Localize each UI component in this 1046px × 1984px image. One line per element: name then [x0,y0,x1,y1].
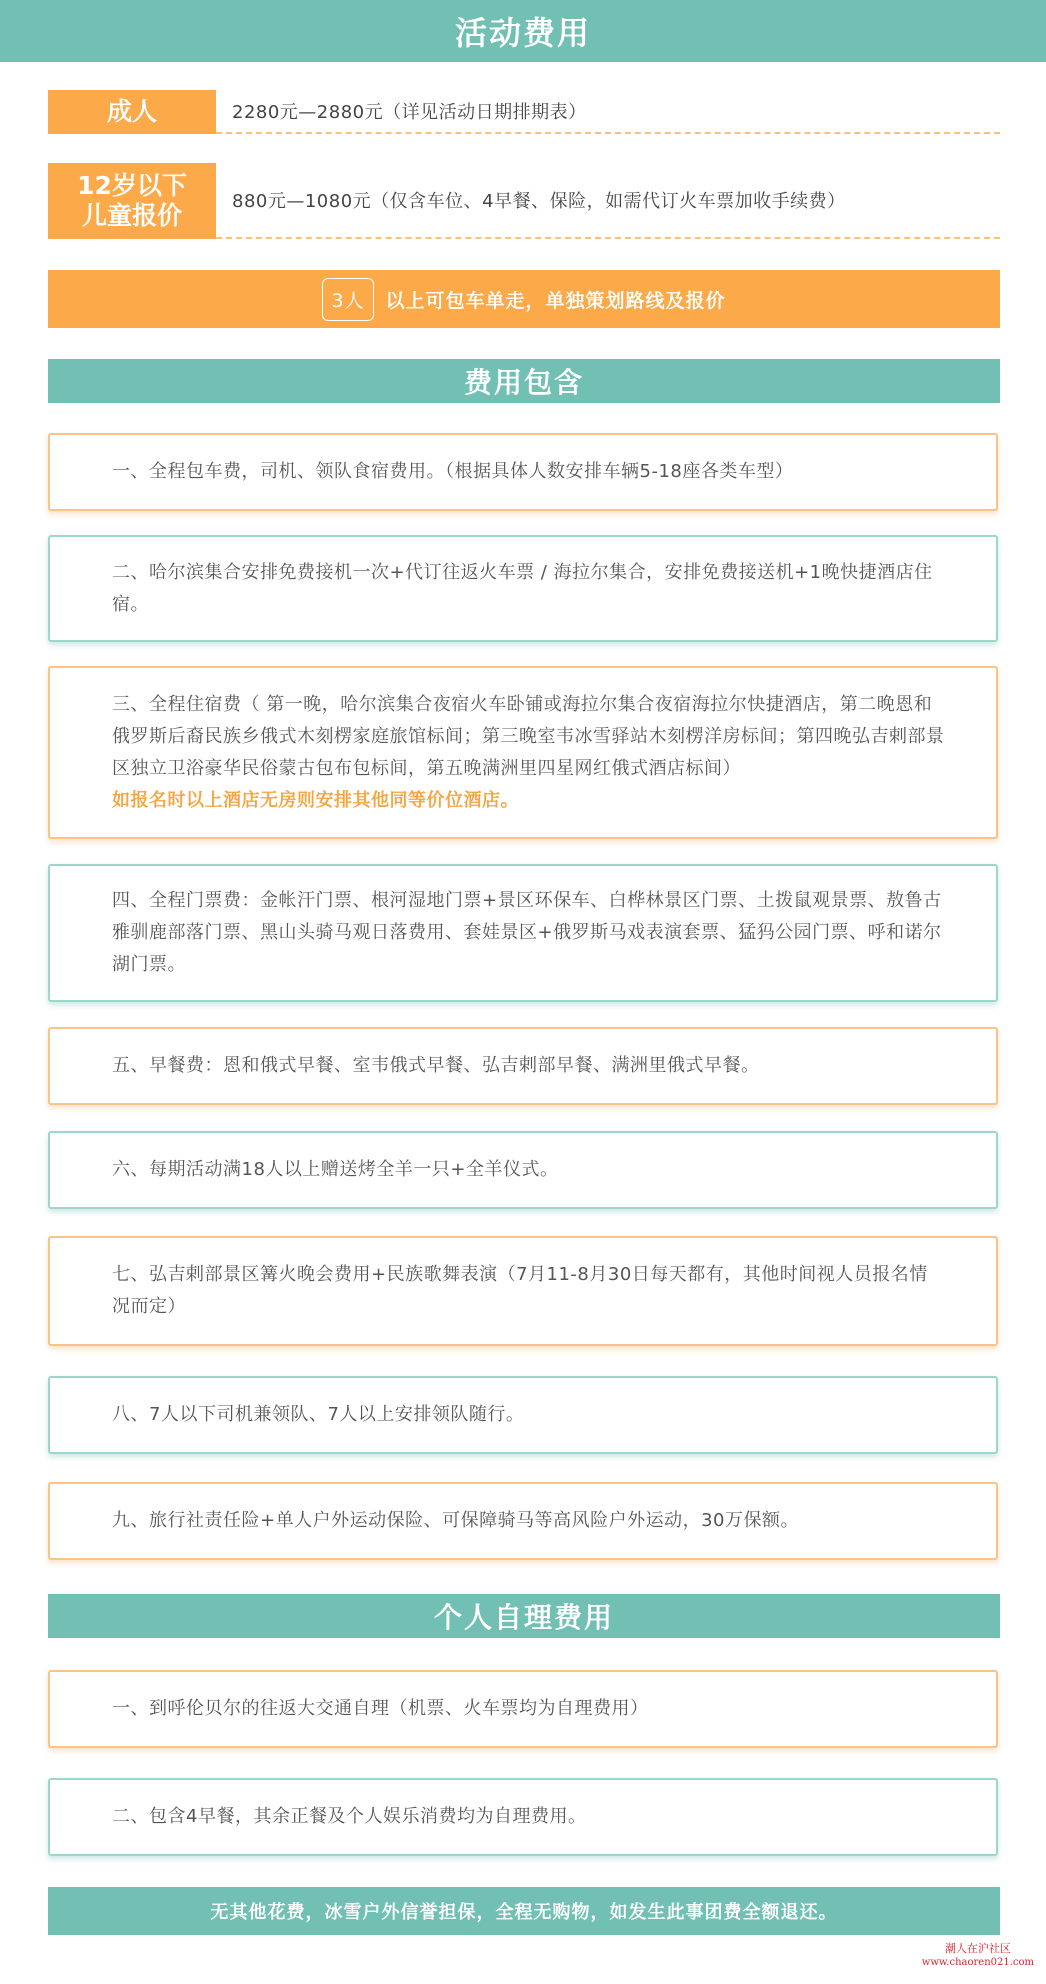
included-item [48,1236,998,1346]
self-paid-item-text: 一、到呼伦贝尔的往返大交通自理（机票、火车票均为自理费用） [112,1698,649,1719]
included-item-text: 八、7人以下司机兼领队、7人以上安排领队随行。 [112,1404,525,1425]
child-price-tag-line1: 12岁以下 [77,171,187,200]
adult-price-row [48,90,1000,134]
watermark [922,1942,1034,1970]
included-item-note: 如报名时以上酒店无房则安排其他同等价位酒店。 [112,789,519,811]
included-item [48,1482,998,1560]
included-item [48,666,998,839]
included-item-text: 九、旅行社责任险+单人户外运动保险、可保障骑马等高风险户外运动，30万保额。 [112,1510,799,1531]
child-price-text: 880元—1080元（仅含车位、4早餐、保险，如需代订火车票加收手续费） [216,163,1000,239]
included-item [48,1027,998,1105]
included-item-text: 二、哈尔滨集合安排免费接机一次+代订往返火车票 / 海拉尔集合，安排免费接送机+1晚快捷酒店住宿。 [112,561,933,615]
included-item-text: 三、全程住宿费（ 第一晚，哈尔滨集合夜宿火车卧铺或海拉尔集合夜宿海拉尔快捷酒店，第二晚恩和俄罗斯后裔民族乡俄式木刻楞家庭旅馆标间；第三晚室韦冰雪驿站木刻楞洋房标间；第四晚弘吉剌部景区独立卫浴豪华民俗蒙古包布包标间，第五晚满洲里四星网红俄式酒店标间） [112,693,945,779]
group-offer-text: 以上可包车单走，单独策划路线及报价 [385,289,726,312]
watermark-name: 潮人在沪社区 [944,1942,1011,1955]
group-count-badge: 3人 [322,278,373,321]
included-item [48,433,998,511]
included-item-text: 一、全程包车费，司机、领队食宿费用。（根据具体人数安排车辆5-18座各类车型） [112,461,794,482]
child-price-tag [48,163,216,239]
footer-guarantee: 无其他花费，冰雪户外信誉担保，全程无购物，如发生此事团费全额退还。 [48,1887,1000,1935]
included-item-text: 七、弘吉剌部景区篝火晚会费用+民族歌舞表演（7月11-8月30日每天都有，其他时间视人员报名情况而定） [112,1264,928,1317]
included-item-text: 五、早餐费：恩和俄式早餐、室韦俄式早餐、弘吉剌部早餐、满洲里俄式早餐。 [112,1055,760,1076]
child-price-row [48,163,1000,239]
included-item-text: 四、全程门票费：金帐汗门票、根河湿地门票+景区环保车、白桦林景区门票、土拨鼠观景票、敖鲁古雅驯鹿部落门票、黑山头骑马观日落费用、套娃景区+俄罗斯马戏表演套票、猛犸公园门票、呼和诺尔湖门票。 [112,890,942,975]
included-item [48,535,998,642]
included-item [48,1131,998,1209]
child-price-tag-line2: 儿童报价 [81,201,182,230]
page-title: 活动费用 [0,0,1046,62]
watermark-url: www.chaoren021.com [921,1957,1034,1968]
group-offer-bar [48,270,1000,328]
self-paid-item [48,1670,998,1748]
included-item [48,1376,998,1454]
self-paid-item-text: 二、包含4早餐，其余正餐及个人娱乐消费均为自理费用。 [112,1806,587,1827]
included-header: 费用包含 [48,359,1000,403]
self-paid-header: 个人自理费用 [48,1594,1000,1638]
adult-price-text: 2280元—2880元（详见活动日期排期表） [216,90,1000,134]
self-paid-item [48,1778,998,1856]
adult-price-tag: 成人 [48,90,216,134]
included-item-text: 六、每期活动满18人以上赠送烤全羊一只+全羊仪式。 [112,1159,559,1180]
included-item [48,864,998,1002]
